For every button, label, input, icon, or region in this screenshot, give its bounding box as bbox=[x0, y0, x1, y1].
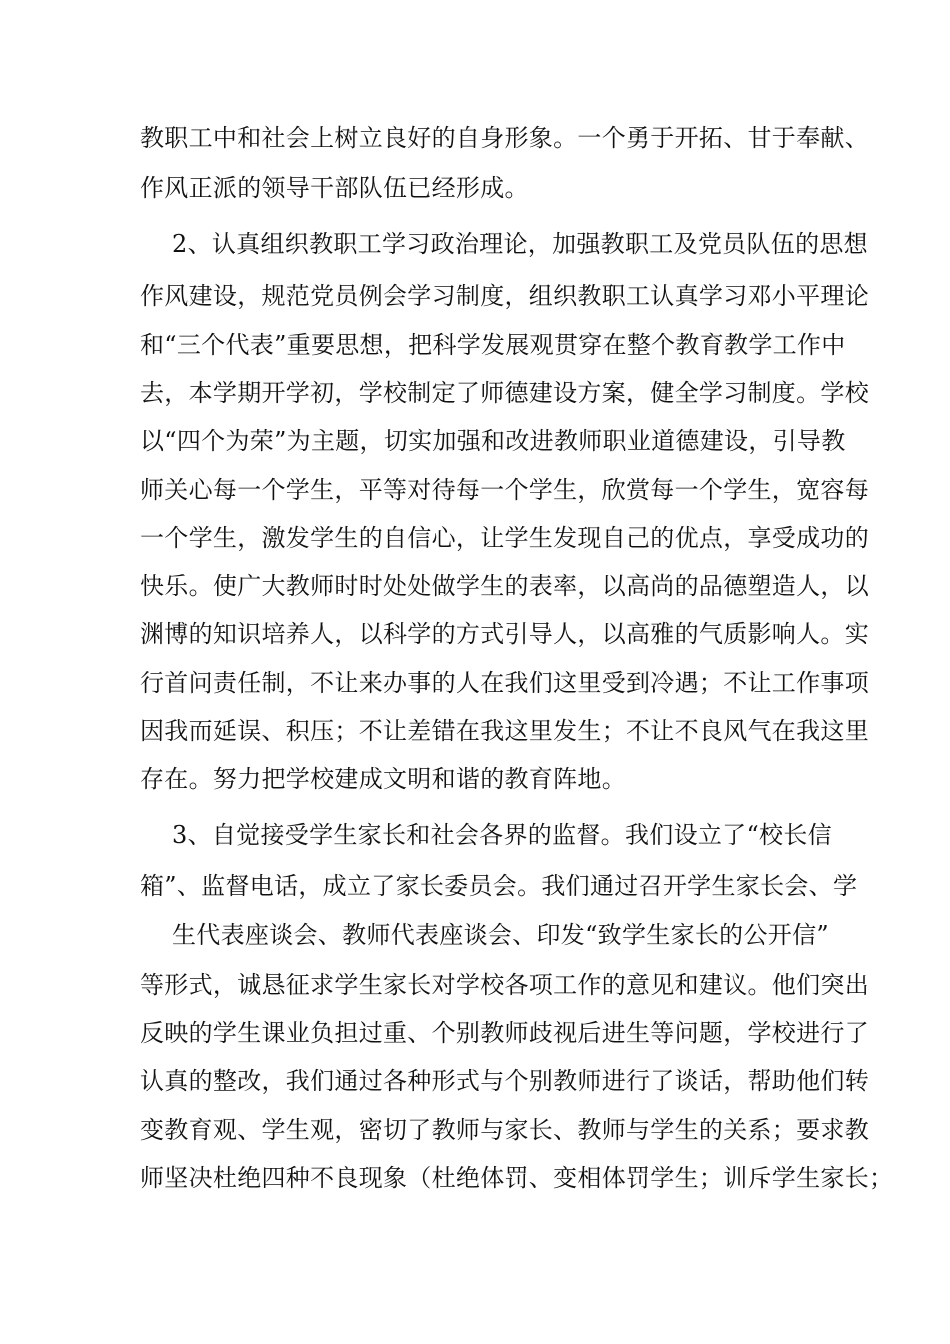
text-line: 行首问责任制，不让来办事的人在我们这里受到冷遇；不让工作事项 bbox=[140, 669, 869, 697]
text-line: 等形式，诚恳征求学生家长对学校各项工作的意见和建议。他们突出 bbox=[140, 971, 869, 999]
text-line: 作风正派的领导干部队伍已经形成。 bbox=[140, 174, 529, 202]
text-line: 作风建设，规范党员例会学习制度，组织教职工认真学习邓小平理论 bbox=[140, 282, 869, 310]
paragraph-start-line: 2、认真组织教职工学习政治理论，加强教职工及党员队伍的思想 bbox=[172, 230, 868, 258]
text-line: 反映的学生课业负担过重、个别教师歧视后进生等问题，学校进行了 bbox=[140, 1019, 869, 1047]
text-line: 教职工中和社会上树立良好的自身形象。一个勇于开拓、甘于奉献、 bbox=[140, 124, 869, 152]
text-line: 箱”、监督电话，成立了家长委员会。我们通过召开学生家长会、学 bbox=[140, 872, 858, 900]
text-line: 变教育观、学生观，密切了教师与家长、教师与学生的关系；要求教 bbox=[140, 1116, 869, 1144]
text-line: 一个学生，激发学生的自信心，让学生发现自己的优点，享受成功的 bbox=[140, 524, 869, 552]
text-line: 以“四个为荣”为主题，切实加强和改进教师职业道德建设，引导教 bbox=[140, 427, 846, 455]
text-line: 存在。努力把学校建成文明和谐的教育阵地。 bbox=[140, 765, 626, 793]
text-line: 认真的整改，我们通过各种形式与个别教师进行了谈话，帮助他们转 bbox=[140, 1067, 869, 1095]
paragraph-start-line: 3、自觉接受学生家长和社会各界的监督。我们设立了“校长信 bbox=[172, 821, 832, 849]
text-line: 师关心每一个学生，平等对待每一个学生，欣赏每一个学生，宽容每 bbox=[140, 476, 869, 504]
text-line: 因我而延误、积压；不让差错在我这里发生；不让不良风气在我这里 bbox=[140, 717, 869, 745]
text-line: 快乐。使广大教师时时处处做学生的表率，以高尚的品德塑造人，以 bbox=[140, 572, 869, 600]
text-line: 去，本学期开学初，学校制定了师德建设方案，健全学习制度。学校 bbox=[140, 379, 869, 407]
text-line: 渊博的知识培养人，以科学的方式引导人，以高雅的气质影响人。实 bbox=[140, 620, 869, 648]
text-line: 和“三个代表”重要思想，把科学发展观贯穿在整个教育教学工作中 bbox=[140, 331, 846, 359]
text-line: 师坚决杜绝四种不良现象（杜绝体罚、变相体罚学生；训斥学生家长； bbox=[140, 1164, 894, 1192]
text-line: 生代表座谈会、教师代表座谈会、印发“致学生家长的公开信” bbox=[172, 921, 829, 949]
